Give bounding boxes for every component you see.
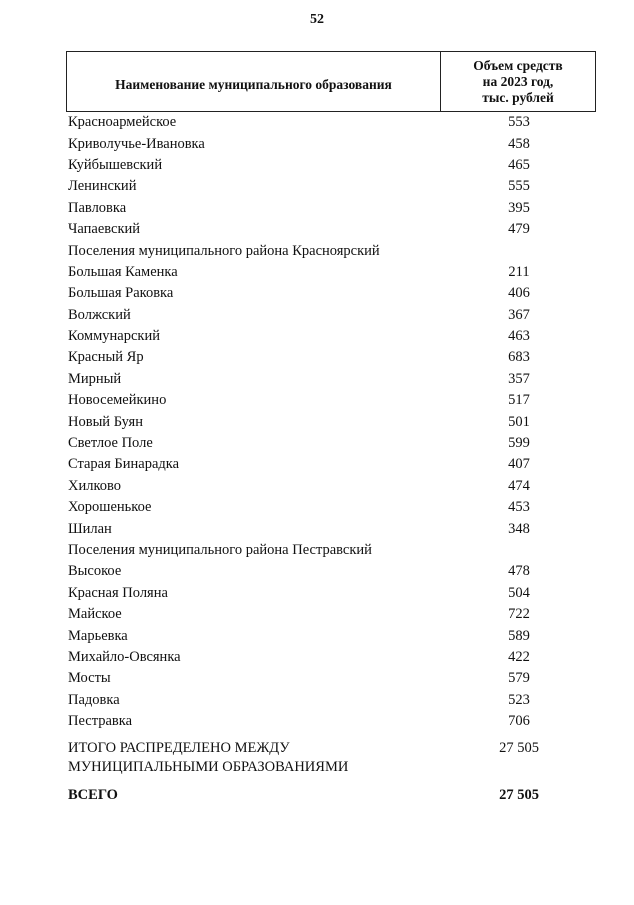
row-value: 407 <box>508 456 530 473</box>
row-name: Криволучье-Ивановка <box>68 135 205 152</box>
header-value-column <box>441 52 595 111</box>
total-label-line2: МУНИЦИПАЛЬНЫМИ ОБРАЗОВАНИЯМИ <box>68 759 349 775</box>
row-name: Михайло-Овсянка <box>68 648 181 665</box>
row-name: Волжский <box>68 306 131 323</box>
table-row <box>68 518 596 539</box>
row-value: 683 <box>508 349 530 366</box>
table-row <box>68 690 596 711</box>
table-row <box>68 283 596 304</box>
row-name: Красный Яр <box>68 349 144 366</box>
row-name: Красноармейское <box>68 114 177 131</box>
page-number: 52 <box>310 12 324 27</box>
row-name: Поселения муниципального района Красноярский <box>68 242 380 259</box>
table-row <box>68 390 596 411</box>
table-row <box>68 347 596 368</box>
row-value: 453 <box>508 499 530 516</box>
row-name: Мосты <box>68 670 111 687</box>
table-row <box>68 454 596 475</box>
row-value: 463 <box>508 328 530 345</box>
table-row <box>68 647 596 668</box>
table-row <box>68 476 596 497</box>
table-row <box>68 540 596 561</box>
row-value: 465 <box>508 156 530 173</box>
row-name: Ленинский <box>68 178 137 195</box>
row-name: Большая Раковка <box>68 285 174 302</box>
table-row <box>68 240 596 261</box>
table-row <box>68 176 596 197</box>
total-label-line1: ИТОГО РАСПРЕДЕЛЕНО МЕЖДУ <box>68 740 290 756</box>
row-name: Павловка <box>68 199 127 216</box>
row-value: 479 <box>508 221 530 238</box>
row-name: Хорошенькое <box>68 499 152 516</box>
row-value: 722 <box>508 606 530 623</box>
table-row <box>68 711 596 732</box>
header-value-line1: Объем средств <box>473 57 563 73</box>
row-name: Новый Буян <box>68 413 143 430</box>
row-value: 422 <box>508 648 530 665</box>
row-value: 517 <box>508 392 530 409</box>
row-name: Майское <box>68 606 122 623</box>
table-row <box>68 326 596 347</box>
table-row <box>68 262 596 283</box>
grand-total-label: ВСЕГО <box>68 787 118 803</box>
row-name: Падовка <box>68 691 120 708</box>
table-header <box>66 51 596 112</box>
row-value: 589 <box>508 627 530 644</box>
grand-total-value: 27 505 <box>499 787 539 803</box>
row-value: 357 <box>508 370 530 387</box>
table-row <box>68 668 596 689</box>
row-value: 367 <box>508 306 530 323</box>
row-value: 553 <box>508 114 530 131</box>
row-value: 478 <box>508 563 530 580</box>
row-value: 706 <box>508 713 530 730</box>
row-name: Куйбышевский <box>68 156 163 173</box>
table-row <box>68 625 596 646</box>
row-name: Мирный <box>68 370 122 387</box>
row-value: 523 <box>508 691 530 708</box>
row-value: 579 <box>508 670 530 687</box>
row-name: Шилан <box>68 520 112 537</box>
row-name: Коммунарский <box>68 328 160 345</box>
row-value: 599 <box>508 435 530 452</box>
table-row <box>68 604 596 625</box>
table-row <box>68 433 596 454</box>
total-value: 27 505 <box>499 740 539 756</box>
header-value-line3: тыс. рублей <box>482 89 554 105</box>
row-name: Новосемейкино <box>68 392 167 409</box>
row-value: 211 <box>508 263 530 280</box>
table-row <box>68 583 596 604</box>
row-name: Марьевка <box>68 627 128 644</box>
row-value: 406 <box>508 285 530 302</box>
row-value: 501 <box>508 413 530 430</box>
table-row <box>68 305 596 326</box>
row-name: Старая Бинарадка <box>68 456 180 473</box>
table-row <box>68 133 596 154</box>
table-row <box>68 198 596 219</box>
table-body <box>68 112 596 732</box>
table-row <box>68 219 596 240</box>
grand-total-row <box>68 787 596 804</box>
row-name: Хилково <box>68 477 122 494</box>
row-name: Чапаевский <box>68 221 141 238</box>
row-name: Высокое <box>68 563 122 580</box>
table-row <box>68 561 596 582</box>
table-row <box>68 112 596 133</box>
header-name-column: Наименование муниципального образования <box>67 52 441 111</box>
table-row <box>68 411 596 432</box>
row-value: 348 <box>508 520 530 537</box>
total-row <box>68 739 596 777</box>
table-row <box>68 497 596 518</box>
row-value: 474 <box>508 477 530 494</box>
row-value: 395 <box>508 199 530 216</box>
table-row <box>68 155 596 176</box>
total-label <box>68 739 442 777</box>
row-name: Светлое Поле <box>68 435 153 452</box>
row-value: 504 <box>508 584 530 601</box>
row-value: 555 <box>508 178 530 195</box>
table-row <box>68 369 596 390</box>
header-value-line2: на 2023 год, <box>482 73 554 89</box>
row-name: Пестравка <box>68 713 133 730</box>
row-value: 458 <box>508 135 530 152</box>
row-name: Поселения муниципального района Пестравский <box>68 542 372 558</box>
row-name: Красная Поляна <box>68 584 168 601</box>
row-name: Большая Каменка <box>68 263 178 280</box>
